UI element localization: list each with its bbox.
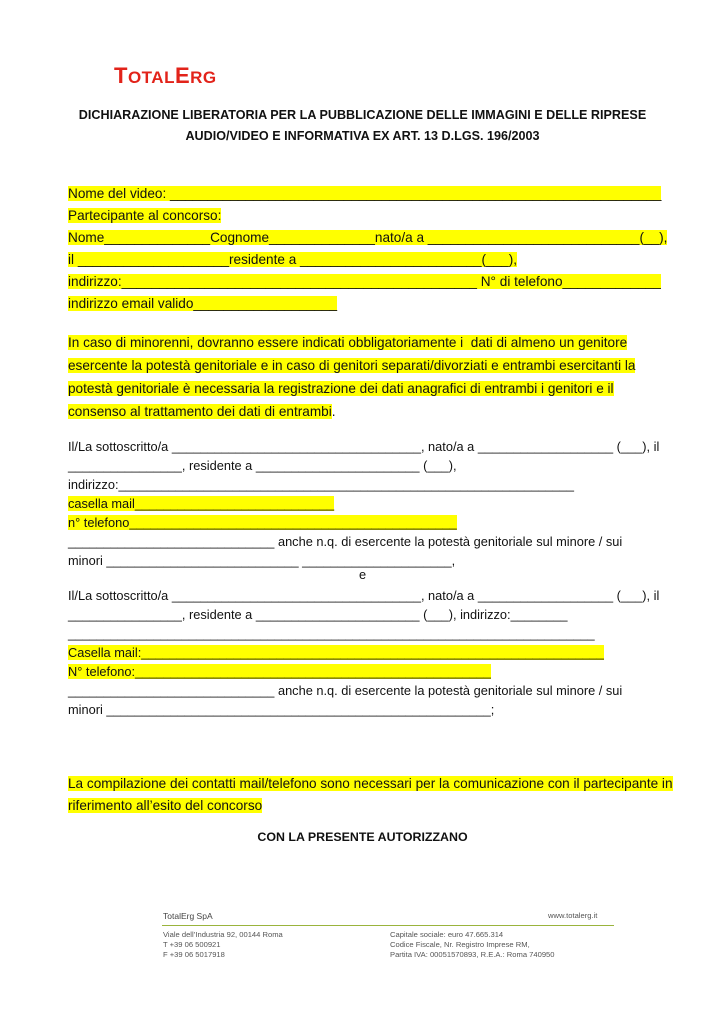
participant-name-row[interactable]: Nome______________Cognome______________nato/a a ____________________________(__), <box>68 230 668 245</box>
parent2-residence-row[interactable]: ________________, residente a _______________________ (___), indirizzo:________ <box>68 607 568 622</box>
footer-address: Viale dell’Industria 92, 00144 Roma <box>163 930 283 939</box>
parent1-residence-row[interactable]: ________________, residente a _______________________ (___), <box>68 458 457 473</box>
authorize-heading: CON LA PRESENTE AUTORIZZANO <box>257 830 468 844</box>
minors-notice-line2: esercente la potestà genitoriale e in caso di genitori separati/divorziati e entrambi esercitanti la <box>68 358 636 373</box>
parent1-address-row[interactable]: indirizzo:________________________________________________________________ <box>68 477 574 492</box>
parent2-minors-row[interactable]: minori ______________________________________________________; <box>68 702 495 717</box>
footer-fax: F +39 06 5017918 <box>163 950 225 959</box>
minors-notice-line3: potestà genitoriale è necessaria la registrazione dei dati anagrafici di entrambi i genitori e il <box>68 381 614 396</box>
footer-capital: Capitale sociale: euro 47.665.314 <box>390 930 504 939</box>
video-name-field[interactable]: Nome del video: _________________________________________________________________ <box>68 186 662 201</box>
footer-fiscal: Codice Fiscale, Nr. Registro Imprese RM, <box>390 940 530 949</box>
minors-notice-line1: In caso di minorenni, dovranno essere indicati obbligatoriamente i dati di almeno un genitore <box>68 335 628 350</box>
footer-tel: T +39 06 500921 <box>163 940 221 949</box>
parent1-email-row[interactable]: casella mail____________________________ <box>68 496 335 511</box>
parent2-address-row[interactable]: __________________________________________________________________________ <box>68 626 595 641</box>
parent2-authority-row[interactable]: _____________________________ anche n.q. di esercente la potestà genitoriale sul minore / sui <box>68 683 623 698</box>
footer-website[interactable]: www.totalerg.it <box>548 911 598 920</box>
parent1-phone-row[interactable]: n° telefono______________________________________________ <box>68 515 457 530</box>
participant-residence-row[interactable]: il ____________________residente a ________________________(___), <box>68 252 518 267</box>
footer-vat: Partita IVA: 00051570893, R.E.A.: Roma 740950 <box>390 950 555 959</box>
contacts-notice-line2: riferimento all’esito del concorso <box>68 798 263 813</box>
totalerg-logo: TOTALERG <box>114 63 217 88</box>
conjunction-e: e <box>358 567 367 582</box>
contacts-notice-line1: La compilazione dei contatti mail/telefono sono necessari per la comunicazione con il partecipante in <box>68 776 673 791</box>
participant-email-row[interactable]: indirizzo email valido___________________ <box>68 296 338 311</box>
participant-address-row[interactable]: indirizzo:_______________________________________________ N° di telefono_____________ <box>68 274 661 289</box>
parent1-minors-row[interactable]: minori ___________________________ _____________________, <box>68 553 456 568</box>
minors-notice-line4: consenso al trattamento dei dati di entrambi. <box>68 404 336 419</box>
parent2-email-row[interactable]: Casella mail:_________________________________________________________________ <box>68 645 604 660</box>
parent1-authority-row[interactable]: _____________________________ anche n.q. di esercente la potestà genitoriale sul minore / sui <box>68 534 623 549</box>
document-title-line1: DICHIARAZIONE LIBERATORIA PER LA PUBBLICAZIONE DELLE IMMAGINI E DELLE RIPRESE <box>78 108 647 122</box>
document-title-line2: AUDIO/VIDEO E INFORMATIVA EX ART. 13 D.LGS. 196/2003 <box>185 129 540 143</box>
parent2-identity-row[interactable]: Il/La sottoscritto/a ___________________________________, nato/a a ___________________ (___), il <box>68 588 660 603</box>
parent1-identity-row[interactable]: Il/La sottoscritto/a ___________________________________, nato/a a ___________________ (___), il <box>68 439 660 454</box>
footer-company: TotalErg SpA <box>163 911 213 921</box>
parent2-phone-row[interactable]: N° telefono:__________________________________________________ <box>68 664 491 679</box>
footer-divider <box>162 925 614 926</box>
participant-label: Partecipante al concorso: <box>68 208 222 223</box>
